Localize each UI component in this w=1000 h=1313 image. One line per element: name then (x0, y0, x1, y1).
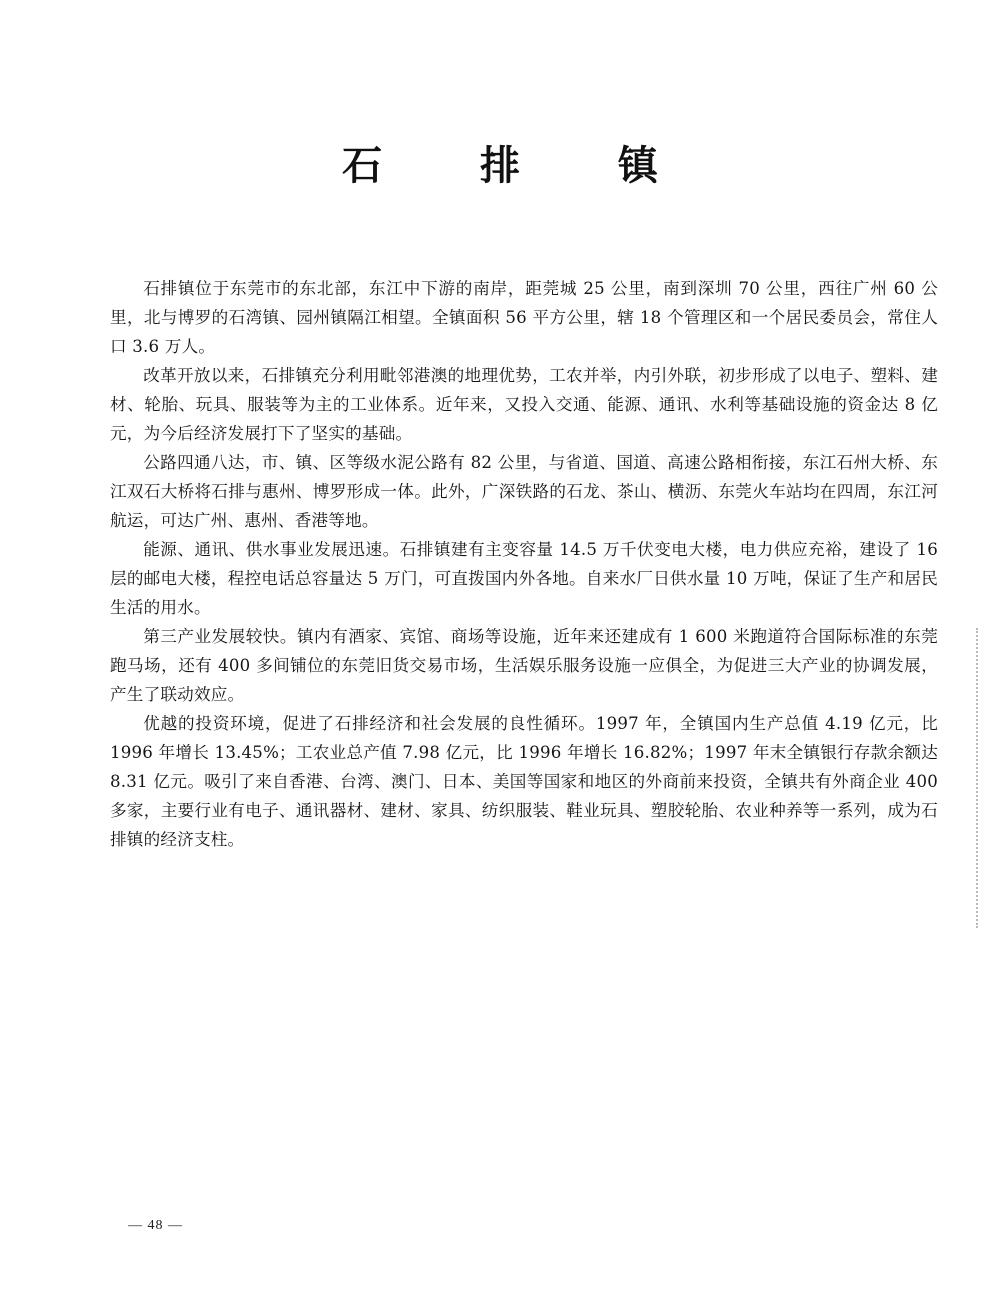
body-text (110, 274, 938, 854)
paragraph-reform: 改革开放以来，石排镇充分利用毗邻港澳的地理优势，工农并举，内引外联，初步形成了以电子、塑料、建材、轮胎、玩具、服装等为主的工业体系。近年来，又投入交通、能源、通讯、水利等基础设施的资金达 8 亿元，为今后经济发展打下了坚实的基础。 (110, 366, 938, 443)
paragraph-roads: 公路四通八达，市、镇、区等级水泥公路有 82 公里，与省道、国道、高速公路相衔接，东江石州大桥、东江双石大桥将石排与惠州、博罗形成一体。此外，广深铁路的石龙、茶山、横沥、东莞火车站均在四周，东江河航运，可达广州、惠州、香港等地。 (110, 453, 938, 530)
paragraph-energy: 能源、通讯、供水事业发展迅速。石排镇建有主变容量 14.5 万千伏变电大楼，电力供应充裕，建设了 16 层的邮电大楼，程控电话总容量达 5 万门，可直拨国内外各地。自来水厂日供水量 10 万吨，保证了生产和居民生活的用水。 (110, 540, 938, 617)
paragraph-tertiary: 第三产业发展较快。镇内有酒家、宾馆、商场等设施，近年来还建成有 1 600 米跑道符合国际标准的东莞跑马场，还有 400 多间铺位的东莞旧货交易市场，生活娱乐服务设施一应俱全，为促进三大产业的协调发展，产生了联动效应。 (110, 627, 938, 704)
scan-binding-marks (976, 628, 982, 928)
paragraph-location: 石排镇位于东莞市的东北部，东江中下游的南岸，距莞城 25 公里，南到深圳 70 公里，西往广州 60 公里，北与博罗的石湾镇、园州镇隔江相望。全镇面积 56 平方公里，辖 18 个管理区和一个居民委员会，常住人口 3.6 万人。 (110, 279, 938, 356)
paragraph-investment: 优越的投资环境，促进了石排经济和社会发展的良性循环。1997 年，全镇国内生产总值 4.19 亿元，比 1996 年增长 13.45%；工农业总产值 7.98 亿元，比 1996 年增长 16.82%；1997 年末全镇银行存款余额达 8.31 亿元。吸引了来自香港、台湾、澳门、日本、美国等国家和地区的外商前来投资，全镇共有外商企业 400 多家，主要行业有电子、通讯器材、建材、家具、纺织服装、鞋业玩具、塑胶轮胎、农业种养等一系列，成为石排镇的经济支柱。 (110, 714, 938, 849)
page-title: 石 排 镇 (342, 142, 700, 189)
page-number: — 48 — (128, 1218, 183, 1233)
